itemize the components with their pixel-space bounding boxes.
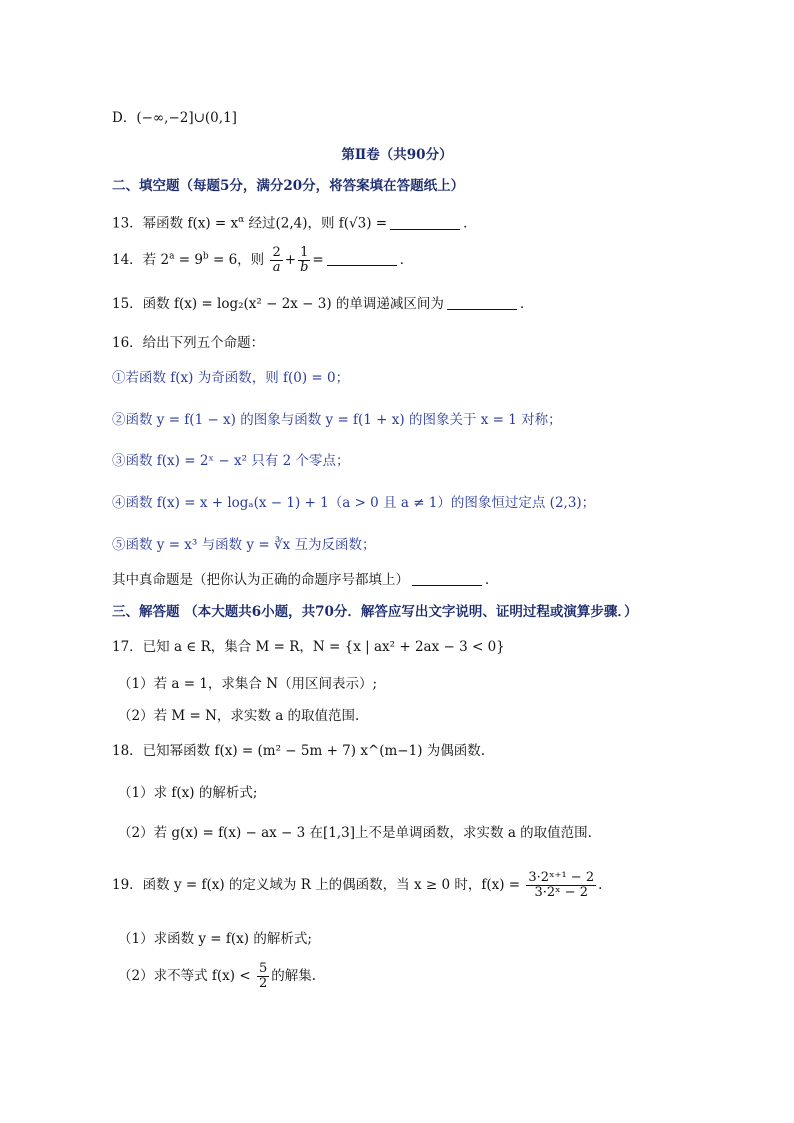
question-13 [112, 210, 477, 234]
q16-item-2: ②函数 y = f(1 − x) 的图象与函数 y = f(1 + x) 的图象关于 x = 1 对称； [112, 412, 562, 428]
question-15 [112, 294, 533, 314]
q14-mid2: = 6，则 [208, 252, 265, 268]
q17-part-1: （1）若 a = 1，求集合 N（用区间表示）; [118, 676, 378, 692]
q18-part-1: （1）求 f(x) 的解析式; [118, 785, 258, 801]
q13-suffix: 经过(2,4)，则 f(√3) = [244, 215, 388, 232]
q19-den: 3·2ˣ − 2 [534, 885, 589, 900]
question-19 [112, 871, 602, 900]
q14-answer-blank[interactable] [327, 251, 397, 266]
q15-end: ． [519, 296, 534, 312]
q16-answer-blank[interactable] [412, 571, 482, 586]
q19-part2-prefix: （2）求不等式 f(x) < [118, 968, 251, 984]
option-d: D．(−∞,−2]∪(0,1] [112, 110, 237, 126]
q18-part-2: （2）若 g(x) = f(x) − ax − 3 在[1,3]上不是单调函数，求实数 a 的取值范围. [118, 825, 592, 841]
q19-part2-num: 5 [258, 961, 268, 976]
q19-num: 3·2ˣ⁺¹ − 2 [528, 870, 595, 885]
q16-item-3: ③函数 f(x) = 2ˣ − x² 只有 2 个零点； [112, 453, 350, 469]
question-16: 16．给出下列五个命题： [112, 335, 265, 351]
q16-answer-end: ． [485, 572, 499, 588]
q14-f2-num: 1 [300, 245, 309, 260]
q13-answer-blank[interactable] [390, 215, 460, 230]
q14-fraction-1 [270, 246, 282, 275]
q19-part2-suffix: 的解集. [271, 968, 317, 984]
q13-prefix: 13．幂函数 f(x) = x [112, 215, 239, 232]
q14-f1-den: a [272, 260, 281, 275]
q19-prefix: 19．函数 y = f(x) 的定义域为 R 上的偶函数，当 x ≥ 0 时，f(x) = [112, 877, 521, 893]
q19-part2-fraction [257, 962, 269, 991]
q15-answer-blank[interactable] [447, 295, 517, 310]
q19-end: . [598, 877, 603, 893]
question-18: 18．已知幂函数 f(x) = (m² − 5m + 7) x^(m−1) 为偶函数. [112, 743, 486, 759]
q16-item-5: ⑤函数 y = x³ 与函数 y = ∛x 互为反函数； [112, 537, 376, 553]
q16-item-4: ④函数 f(x) = x + logₐ(x − 1) + 1（a > 0 且 a ≠ 1）的图象恒过定点 (2,3)； [112, 495, 596, 511]
q14-prefix: 14．若 2 [112, 252, 170, 268]
q14-end: ． [399, 252, 414, 268]
q16-answer-text: 其中真命题是（把你认为正确的命题序号都填上） [112, 572, 409, 588]
q19-part-2 [118, 962, 316, 991]
q13-exponent: α [238, 215, 245, 225]
question-14 [112, 246, 413, 275]
q14-mid: = 9 [174, 252, 203, 268]
part2-title: 第Ⅱ卷（共90分） [341, 147, 453, 163]
q17-part-2: （2）若 M = N，求实数 a 的取值范围. [118, 708, 360, 724]
q14-fraction-2 [298, 246, 310, 275]
q14-f2-den: b [300, 260, 309, 275]
q14-plus: + [284, 252, 297, 268]
q15-text: 15．函数 f(x) = log₂(x² − 2x − 3) 的单调递减区间为 [112, 296, 444, 312]
q14-exp-b: b [202, 251, 209, 262]
section3-heading: 三、解答题 （本大题共6小题，共70分．解答应写出文字说明、证明过程或演算步骤．） [112, 604, 638, 620]
q19-part2-den: 2 [258, 976, 268, 991]
question-17: 17．已知 a ∈ R，集合 M = R，N = {x | ax² + 2ax − 3 < 0} [112, 639, 505, 655]
q13-end: ． [463, 215, 477, 232]
q19-fraction [526, 871, 596, 900]
section2-heading: 二、填空题（每题5分，满分20分，将答案填在答题纸上） [112, 178, 465, 194]
q14-exp-a: a [169, 251, 175, 262]
q19-part-1: （1）求函数 y = f(x) 的解析式; [118, 931, 312, 947]
q16-answer-line [112, 570, 499, 590]
q16-item-1: ①若函数 f(x) 为奇函数，则 f(0) = 0； [112, 370, 350, 386]
q14-f1-num: 2 [272, 245, 281, 260]
q14-eq: = [312, 252, 324, 268]
